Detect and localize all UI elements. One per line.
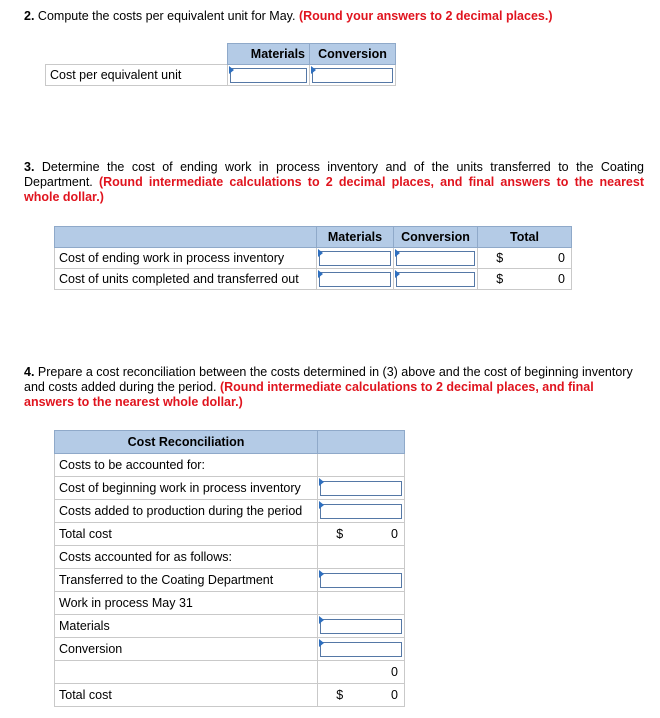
reconciliation-header: Cost Reconciliation — [55, 431, 318, 454]
currency-symbol: $ — [318, 523, 362, 546]
question-number: 2. — [24, 9, 35, 23]
row-label: Cost of beginning work in process inventory — [55, 477, 318, 500]
question-4 — [24, 365, 636, 410]
currency-symbol: $ — [478, 248, 522, 269]
rounding-note: (Round intermediate calculations to 2 decimal places, and final answers to the nearest whole dollar.) — [24, 380, 594, 409]
row-label: Cost per equivalent unit — [46, 65, 228, 86]
row-label: Transferred to the Coating Department — [55, 569, 318, 592]
header-conversion: Conversion — [310, 44, 396, 65]
question-text: Compute the costs per equivalent unit for May. — [37, 9, 296, 23]
table-row — [55, 248, 572, 269]
question-number: 4. — [24, 365, 35, 379]
rounding-note: (Round intermediate calculations to 2 decimal places, and final answers to the nearest whole dollar.) — [24, 175, 645, 204]
question-3 — [24, 160, 644, 205]
row-label: Costs accounted for as follows: — [55, 546, 318, 569]
row-label: Total cost — [55, 523, 318, 546]
conversion-cost-input[interactable] — [310, 65, 396, 86]
question-text: Prepare a cost reconciliation between the costs determined in (3) above and the cost of beginning inventory and costs added during the period. — [24, 365, 633, 394]
row-label: Cost of ending work in process inventory — [55, 248, 317, 269]
row-label: Conversion — [55, 638, 318, 661]
ending-wip-materials-input[interactable] — [317, 248, 394, 269]
row-label: Work in process May 31 — [55, 592, 318, 615]
ending-wip-total: 0 — [522, 248, 572, 269]
row-label: Costs to be accounted for: — [55, 454, 318, 477]
row-label: Materials — [55, 615, 318, 638]
equivalent-unit-cost-table — [45, 43, 396, 86]
wip-subtotal-value: 0 — [318, 661, 405, 684]
header-materials: Materials — [228, 44, 310, 65]
question-2 — [24, 9, 644, 24]
costs-added-input[interactable] — [318, 500, 405, 523]
row-label: Cost of units completed and transferred out — [55, 269, 317, 290]
ending-wip-conversion-input[interactable] — [394, 248, 478, 269]
currency-symbol: $ — [318, 684, 362, 707]
table-row — [55, 269, 572, 290]
currency-symbol: $ — [478, 269, 522, 290]
rounding-note: (Round your answers to 2 decimal places.) — [298, 9, 553, 23]
row-label: Total cost — [55, 684, 318, 707]
transferred-materials-input[interactable] — [317, 269, 394, 290]
ending-wip-cost-table — [54, 226, 572, 290]
total-cost-to-account-value: 0 — [362, 523, 405, 546]
wip-conversion-input[interactable] — [318, 638, 405, 661]
row-label: Costs added to production during the period — [55, 500, 318, 523]
transferred-input[interactable] — [318, 569, 405, 592]
wip-materials-input[interactable] — [318, 615, 405, 638]
materials-cost-input[interactable] — [228, 65, 310, 86]
question-number: 3. — [24, 160, 35, 174]
transferred-total: 0 — [522, 269, 572, 290]
cost-reconciliation-table — [54, 430, 405, 707]
header-total: Total — [478, 227, 572, 248]
header-materials: Materials — [317, 227, 394, 248]
transferred-conversion-input[interactable] — [394, 269, 478, 290]
total-cost-accounted-value: 0 — [362, 684, 405, 707]
beginning-wip-input[interactable] — [318, 477, 405, 500]
header-conversion: Conversion — [394, 227, 478, 248]
question-text: Determine the cost of ending work in process inventory and of the units transferred to the Coating Department. — [24, 160, 644, 189]
